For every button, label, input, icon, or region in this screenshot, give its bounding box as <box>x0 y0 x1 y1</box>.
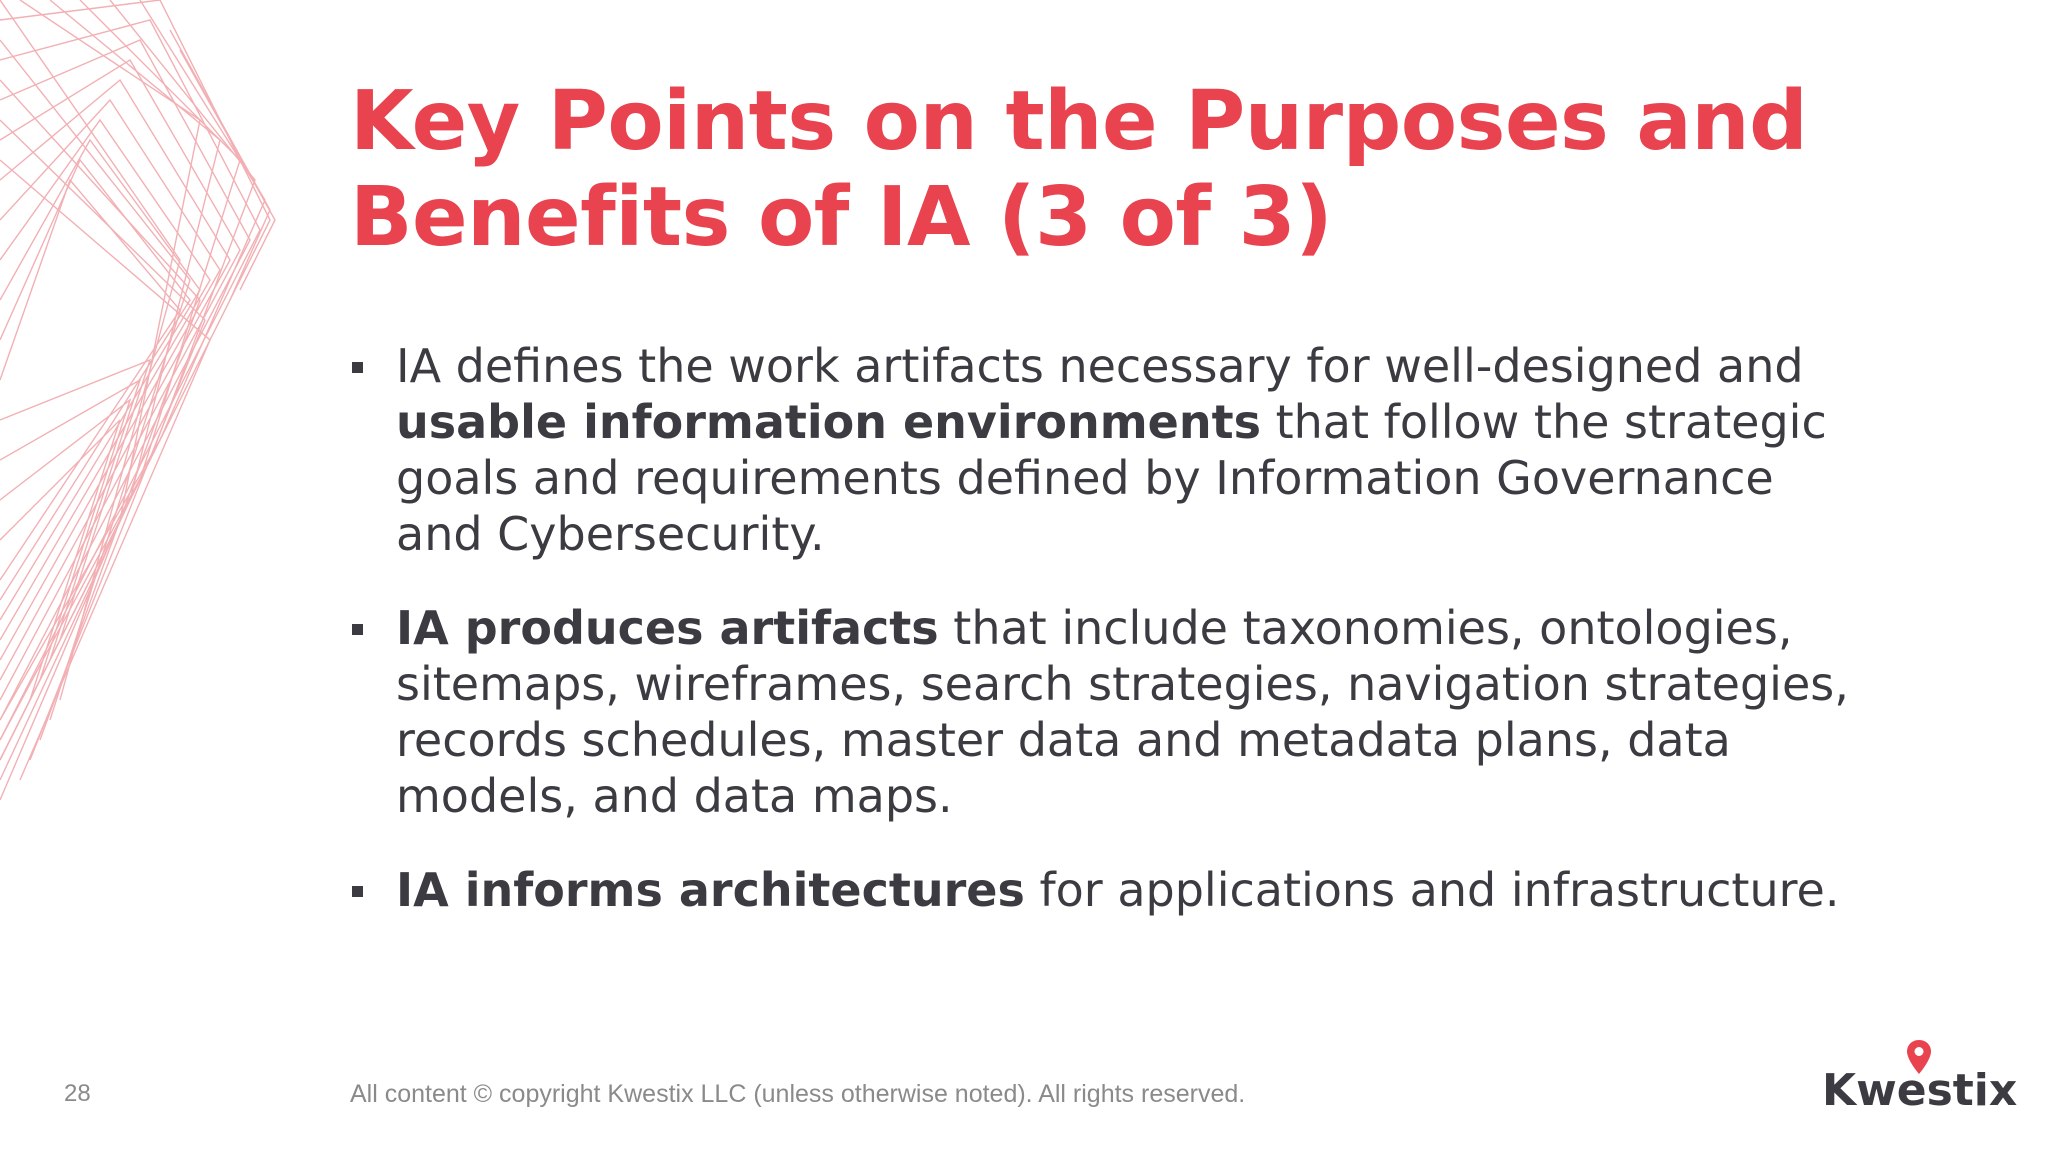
bullet-text: that follow the strategic goals and requirements defined by Information Governance and Cybersecurity. <box>396 395 1827 561</box>
square-bullet-icon <box>352 362 363 373</box>
bullet-bold-text: usable information environments <box>396 395 1261 449</box>
bullet-item <box>350 600 1870 824</box>
wireframe-mesh-decoration <box>0 0 300 820</box>
bullet-item <box>350 862 1870 918</box>
slide-title: Key Points on the Purposes and Benefits of IA (3 of 3) <box>350 74 1808 265</box>
kwestix-logo <box>1818 1038 2018 1118</box>
square-bullet-icon <box>352 624 363 635</box>
square-bullet-icon <box>352 886 363 897</box>
bullet-text: that include taxonomies, ontologies, sitemaps, wireframes, search strategies, navigation strategies, records schedules, master data and metadata plans, data models, and data maps. <box>396 601 1849 823</box>
bullet-item <box>350 338 1870 562</box>
bullet-text: IA defines the work artifacts necessary for well-designed and <box>396 339 1804 393</box>
logo-text: Kwestix <box>1822 1065 2018 1116</box>
bullet-text: for applications and infrastructure. <box>1024 863 1840 917</box>
bullet-bold-text: IA produces artifacts <box>396 601 939 655</box>
copyright-notice: All content © copyright Kwestix LLC (unless otherwise noted). All rights reserved. <box>350 1080 1246 1108</box>
bullet-list <box>350 338 1870 956</box>
bullet-bold-text: IA informs architectures <box>396 863 1025 917</box>
page-number: 28 <box>64 1080 91 1107</box>
